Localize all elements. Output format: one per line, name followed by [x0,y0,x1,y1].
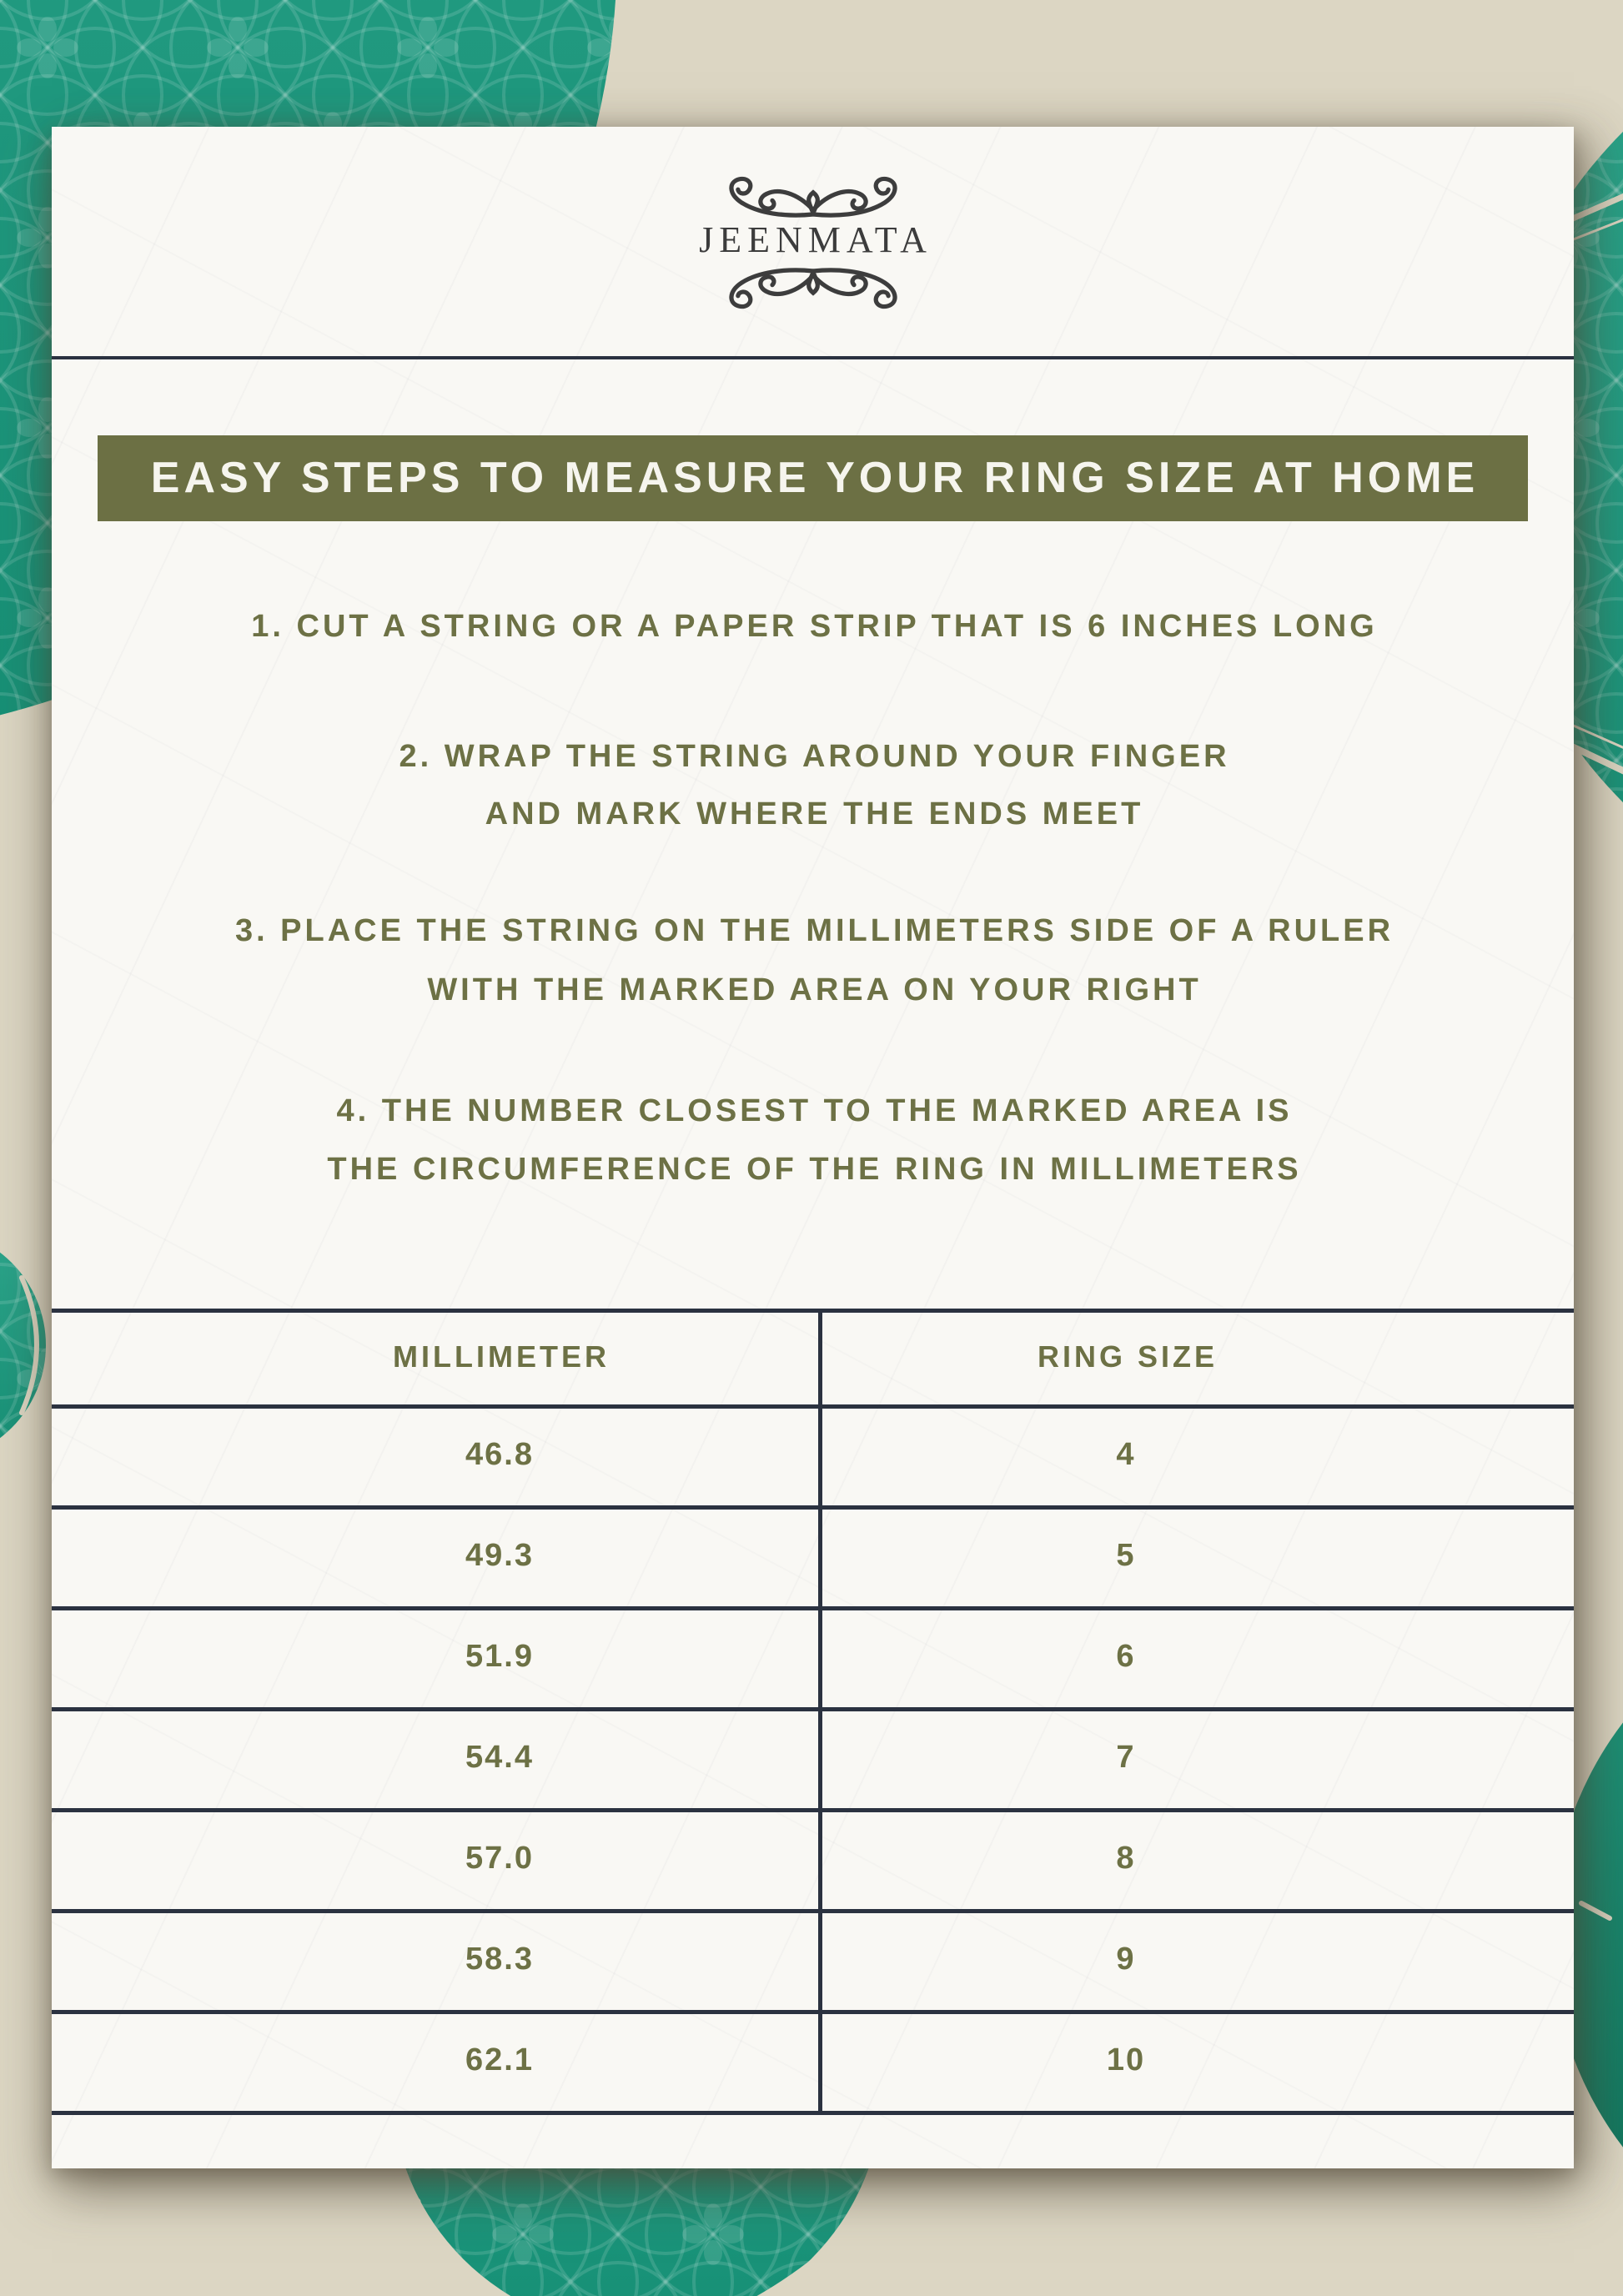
table-cell-size: 6 [1116,1639,1136,1674]
step-line: 4. THE NUMBER CLOSEST TO THE MARKED AREA IS [336,1093,1293,1128]
table-cell-mm: 51.9 [465,1639,534,1674]
table-cell-size: 8 [1116,1841,1136,1876]
teal-circle-left-small [0,1228,46,1462]
table-cell-mm: 49.3 [465,1538,534,1573]
card [52,127,1574,2168]
table-cell-mm: 62.1 [465,2042,534,2077]
flourish-top-icon [680,173,947,220]
step-line: AND MARK WHERE THE ENDS MEET [485,796,1144,831]
table-cell-mm: 54.4 [465,1740,534,1775]
table-column-divider [818,1309,822,2115]
column-header-ring-size: RING SIZE [1037,1339,1219,1374]
table-cell-mm: 57.0 [465,1841,534,1876]
title-text: EASY STEPS TO MEASURE YOUR RING SIZE AT HOME [150,454,1480,502]
table-cell-mm: 46.8 [465,1437,534,1472]
table-cell-size: 10 [1106,2042,1146,2077]
step-3 [52,902,1574,1020]
step-line: 2. WRAP THE STRING AROUND YOUR FINGER [399,739,1230,774]
table-line [52,2111,1574,2115]
table-cell-size: 5 [1116,1538,1136,1573]
table-cell-size: 7 [1116,1740,1136,1775]
step-line: 3. PLACE THE STRING ON THE MILLIMETERS SIDE OF A RULER [234,913,1394,948]
brand-name: JEENMATA [699,219,932,260]
logo-divider [52,356,1574,359]
step-2 [52,728,1574,843]
table-cell-size: 4 [1116,1437,1136,1472]
title-banner [98,435,1528,521]
step-line: 1. CUT A STRING OR A PAPER STRIP THAT IS 6 INCHES LONG [251,609,1378,644]
step-1 [52,597,1574,656]
flourish-bottom-icon [680,265,947,312]
column-header-millimeter: MILLIMETER [393,1339,610,1374]
table-cell-size: 9 [1116,1942,1136,1977]
step-4 [52,1082,1574,1198]
step-line: WITH THE MARKED AREA ON YOUR RIGHT [427,972,1202,1007]
step-line: THE CIRCUMFERENCE OF THE RING IN MILLIMETERS [327,1152,1302,1187]
table-cell-mm: 58.3 [465,1942,534,1977]
